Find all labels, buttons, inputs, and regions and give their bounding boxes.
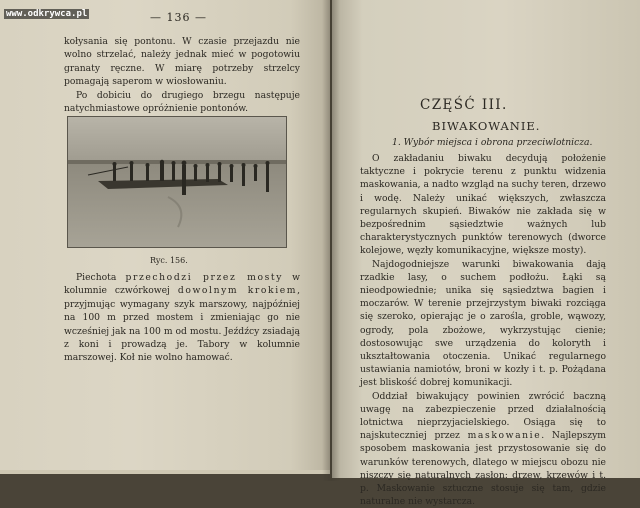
left-top-text [64, 35, 300, 115]
left-bottom-text [64, 271, 300, 365]
page-number: — 136 — [150, 11, 207, 24]
subsection-title: 1. Wybór miejsca i obrona przeciwlotnicza. [392, 137, 593, 148]
text-middle: w kolumnie czwórkowej [64, 272, 300, 297]
paragraph: Najdogodniejsze warunki biwakowania dają rzadkie lasy, o suchem podłożu. Łąki są nieodpowiednie; unika się sąsiedztwa bagien i moczarów. W terenie przejrzystym biwaki rozciąga się szeroko, opierając je o zarośla, groble, wąwozy, ogrody, pola zbożowe, wykrzystując cienie; dostosowując swe urządzenia do koloryth i ukształtowania otoczenia. Unikać regularnego ustawiania namiotów, broni w kozły i t. p. Pożądana jest bliskość dobrej komunikacji. [360, 258, 606, 389]
figure-caption: Ryc. 156. [150, 256, 188, 265]
spaced-phrase: dowolnym krokiem [177, 285, 298, 297]
spaced-phrase: maskowanie [467, 430, 542, 442]
paragraph: O zakładaniu biwaku decydują położenie taktyczne i pokrycie terenu z punktu widzenia maskowania, a nadto wzgląd na suchy teren, drzewo i wodę. Należy unikać większych, zwłaszcza regularnych skupień. Biwaków nie zakłada się w bezpośrednim sąsiedztwie ważnych lub charakterystycznych punktów terenowych (dworce kolejowe, węzły komunikacyjne, większe mosty). [360, 153, 606, 257]
book-gutter [322, 0, 340, 481]
text-rest: . Najlepszym sposobem maskowania jest przystosowanie się do warunków terenowych, dlatego w miejscu obozu nie niszczy się naturalnych zasłon: drzew, krzewów i t. p. Maskowanie sztuczne stosuje się tam, gdzie naturalne nie wystarcza. [360, 430, 607, 508]
part-title: CZĘŚĆ III. [420, 97, 508, 113]
site-watermark: www.odkrywca.pl [6, 9, 88, 19]
text-rest: , przyjmując wymagany szyk marszowy, najpóźniej na 100 m przed mostem i zmieniając go nie wcześniej jak na 100 m od mostu. Jeźdźcy zsiadają z koni i prowadzą je. Tabory w kolumnie marszowej. Koł nie wolno hamować. [64, 285, 301, 364]
paragraph [360, 390, 606, 508]
pontoon-crossing-photo [67, 116, 287, 248]
right-body-text [360, 152, 606, 508]
paragraph [64, 271, 300, 365]
text-lead: Piechota [76, 272, 126, 283]
spaced-phrase: przechodzi przez mosty [125, 272, 283, 283]
paragraph: kołysania się pontonu. W czasie przejazdu nie wolno strzelać, należy jednak mieć w pogotowiu granaty ręczne. W miarę potrzeby strzelcy pomagają saperom w wiosłowaniu. [64, 36, 300, 88]
text-lead: Oddział biwakujący powinien zwrócić baczną uwagę na zabezpieczenie przed działalnością lotnictwa nieprzyjacielskiego. Osiąga się to najskuteczniej przez [360, 390, 606, 442]
section-title: BIWAKOWANIE. [432, 119, 541, 133]
paragraph: Po dobiciu do drugiego brzegu następuje natychmiastowe opróżnienie pontonów. [64, 89, 300, 115]
left-page [0, 0, 330, 474]
